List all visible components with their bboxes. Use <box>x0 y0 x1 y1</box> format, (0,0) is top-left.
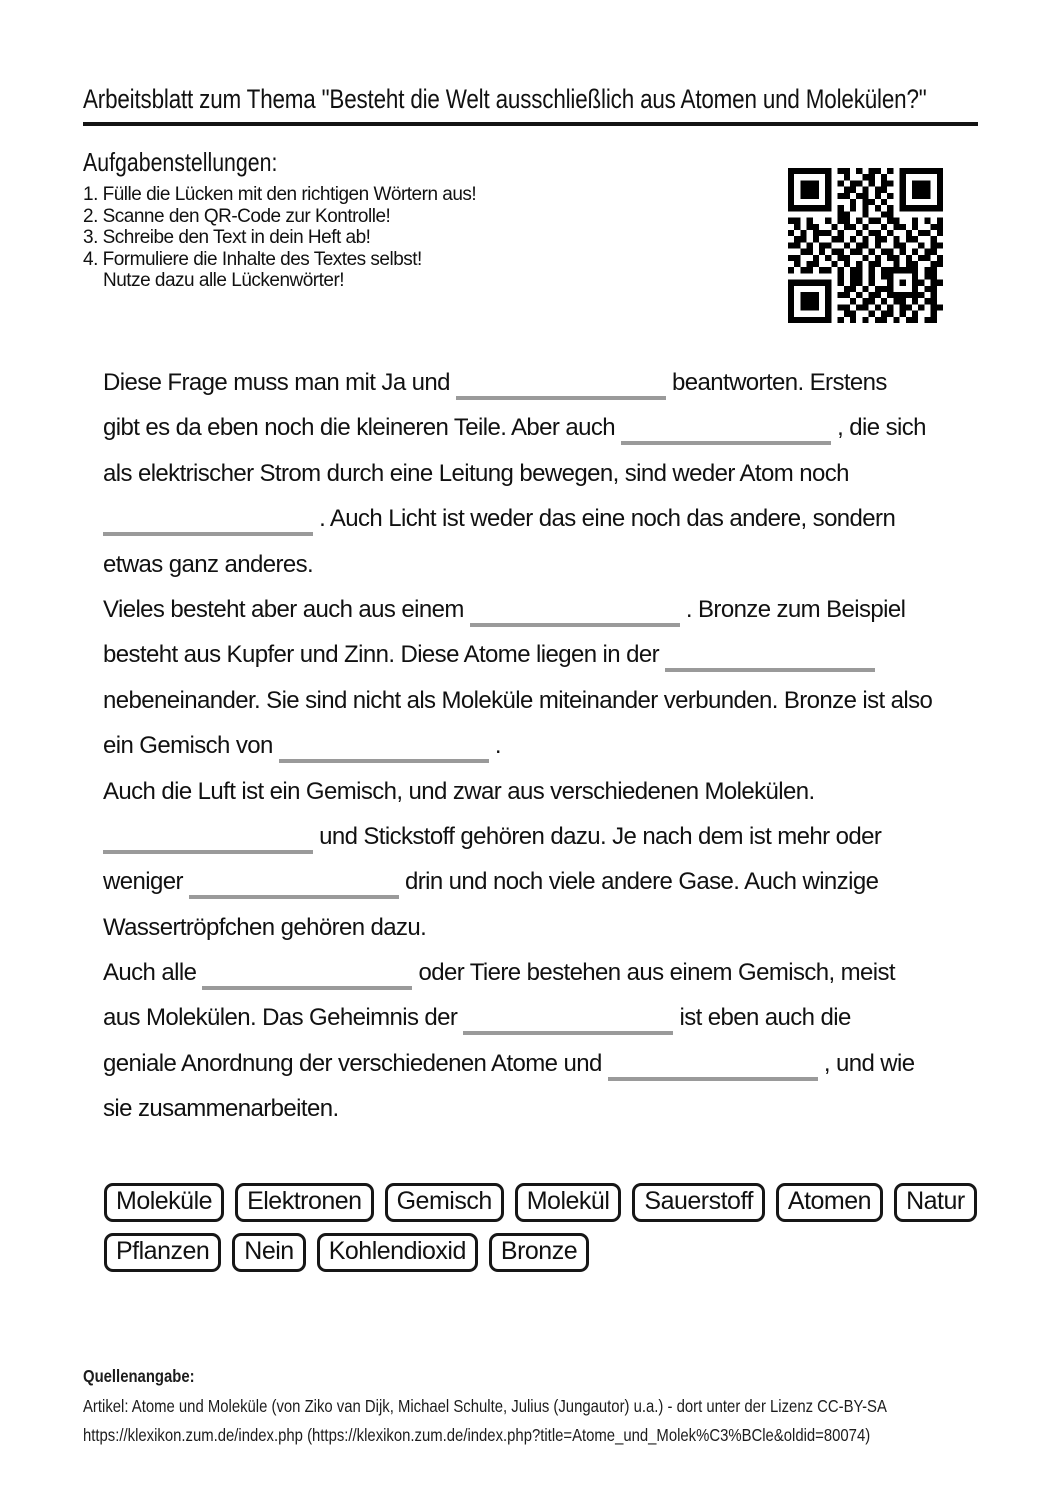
text-segment: Diese Frage muss man mit Ja und <box>103 369 456 396</box>
task-item: 4. Formuliere die Inhalte des Textes selbst! <box>83 248 422 270</box>
fill-in-blank <box>189 883 399 899</box>
fill-in-blank <box>103 838 313 854</box>
text-line <box>103 641 1023 686</box>
word-bank-item: Moleküle <box>104 1183 224 1222</box>
text-segment: nebeneinander. Sie sind nicht als Moleküle miteinander verbunden. Bronze ist also <box>103 686 933 714</box>
text-segment: Auch alle <box>103 959 203 987</box>
text-line <box>103 914 1023 959</box>
text-segment: Wassertröpfchen gehören dazu. <box>103 913 427 941</box>
word-bank <box>104 1183 1024 1283</box>
fill-in-blank <box>279 747 489 763</box>
word-bank-item: Atomen <box>776 1183 883 1222</box>
task-item: 2. Scanne den QR-Code zur Kontrolle! <box>83 205 391 227</box>
task-list <box>83 184 476 292</box>
text-segment: . Bronze zum Beispiel <box>679 595 906 623</box>
fill-in-blank <box>665 656 875 672</box>
text-segment: . Auch Licht ist weder das eine noch das andere, sondern <box>313 505 896 533</box>
text-segment: aus Molekülen. Das Geheimnis der <box>103 1004 464 1032</box>
fill-in-blank <box>456 384 666 400</box>
word-bank-item: Elektronen <box>235 1183 374 1222</box>
text-segment: weniger <box>103 868 189 896</box>
text-line <box>103 868 1023 913</box>
word-bank-item: Gemisch <box>385 1183 504 1222</box>
qr-code <box>788 168 943 323</box>
text-line <box>103 732 1023 777</box>
word-bank-item: Nein <box>232 1233 305 1272</box>
text-line <box>103 505 1023 550</box>
word-bank-item: Kohlendioxid <box>317 1233 478 1272</box>
source-url-row <box>83 1421 1029 1450</box>
fill-in-blank <box>608 1065 818 1081</box>
text-line <box>103 823 1023 868</box>
tasks-heading-label: Aufgabenstellungen: <box>83 147 278 177</box>
word-bank-row <box>104 1233 1024 1272</box>
text-segment: geniale Anordnung der verschiedenen Atome und <box>103 1049 608 1077</box>
text-line <box>103 369 1023 414</box>
text-segment: ist eben auch die <box>673 1004 851 1032</box>
text-segment: etwas ganz anderes. <box>103 550 314 578</box>
word-bank-item: Natur <box>894 1183 977 1222</box>
text-line <box>103 778 1023 823</box>
text-segment: besteht aus Kupfer und Zinn. Diese Atome liegen in der <box>103 641 666 669</box>
source-heading: Quellenangabe: <box>83 1366 195 1386</box>
text-line <box>103 959 1023 1004</box>
qr-code-image <box>788 168 943 323</box>
text-segment: ein Gemisch von <box>103 732 279 760</box>
page-title: Arbeitsblatt zum Thema "Besteht die Welt ausschließlich aus Atomen und Molekülen?" <box>83 84 927 114</box>
page-title-block <box>83 84 978 126</box>
text-segment: als elektrischer Strom durch eine Leitung bewegen, sind weder Atom noch <box>103 459 849 487</box>
text-segment: oder Tiere bestehen aus einem Gemisch, meist <box>412 959 895 987</box>
fill-in-blank <box>621 429 831 445</box>
word-bank-item: Sauerstoff <box>632 1183 765 1222</box>
source-article: Artikel: Atome und Moleküle (von Ziko van Dijk, Michael Schulte, Julius (Jungautor) u.a.) - dort unter der Lizenz CC-BY-SA <box>83 1396 887 1416</box>
text-segment: , die sich <box>831 414 926 442</box>
word-bank-item: Molekül <box>515 1183 622 1222</box>
text-line <box>103 1095 1023 1140</box>
text-segment: sie zusammenarbeiten. <box>103 1095 339 1123</box>
text-segment: , und wie <box>817 1049 915 1077</box>
word-bank-item: Pflanzen <box>104 1233 221 1272</box>
source-attribution <box>83 1365 1029 1449</box>
word-bank-row <box>104 1183 1024 1222</box>
text-segment: und Stickstoff gehören dazu. Je nach dem ist mehr oder <box>313 822 882 850</box>
text-line <box>103 1050 1023 1095</box>
text-line <box>103 551 1023 596</box>
word-bank-item: Bronze <box>489 1233 589 1272</box>
fill-in-blank <box>202 974 412 990</box>
tasks-heading <box>83 147 320 178</box>
source-heading-row <box>83 1365 1029 1387</box>
text-segment: drin und noch viele andere Gase. Auch winzige <box>398 868 879 896</box>
fill-in-blank <box>470 611 680 627</box>
task-item: 1. Fülle die Lücken mit den richtigen Wörtern aus! <box>83 184 477 205</box>
fill-in-blank <box>103 520 313 536</box>
fill-in-blank <box>463 1019 673 1035</box>
text-line <box>103 414 1023 459</box>
text-line <box>103 596 1023 641</box>
body-text <box>103 369 1023 1141</box>
text-segment: . <box>488 732 501 760</box>
text-segment: gibt es da eben noch die kleineren Teile. Aber auch <box>103 414 622 442</box>
text-segment: beantworten. Erstens <box>665 369 887 396</box>
source-url: https://klexikon.zum.de/index.php (https://klexikon.zum.de/index.php?title=Atome_und_Molek%C3%BCle&oldid=80074) <box>83 1424 871 1445</box>
text-line <box>103 460 1023 505</box>
text-line <box>103 1004 1023 1049</box>
text-segment: Vieles besteht aber auch aus einem <box>103 595 470 623</box>
text-line <box>103 687 1023 732</box>
task-item: Nutze dazu alle Lückenwörter! <box>103 270 345 291</box>
source-article-row <box>83 1392 1029 1421</box>
task-item: 3. Schreibe den Text in dein Heft ab! <box>83 227 371 248</box>
text-segment: Auch die Luft ist ein Gemisch, und zwar aus verschiedenen Molekülen. <box>103 777 815 805</box>
